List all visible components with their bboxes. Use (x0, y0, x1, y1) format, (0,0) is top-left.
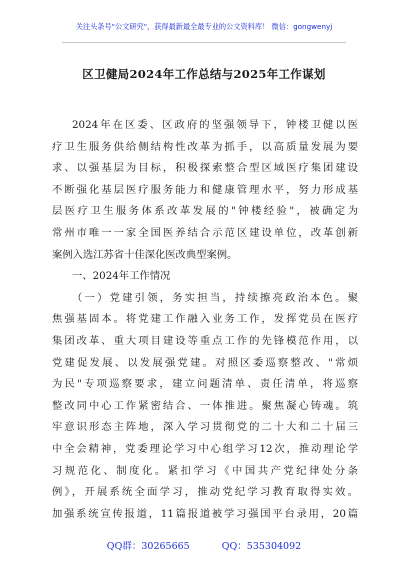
paragraph-line: 牢意识形态主阵地，深入学习贯彻党的二十大和二十届三 (52, 421, 358, 434)
paragraph-line: 集团改革、重大项目建设等重点工作的先锋模范作用，以 (52, 334, 358, 347)
paragraph-line: 党建促发展、以发展强党建。对照区委巡察整改、"常烦 (52, 356, 358, 369)
document-body (52, 115, 358, 525)
paragraph-line: （一）党建引领，务实担当，持续擦亮政治本色。聚 (72, 291, 358, 304)
paragraph-line: 加强系统宣传报道，11篇报道被学习强国平台录用，20篇 (52, 507, 358, 520)
paragraph-line: 中全会精神，党委理论学习中心组学习12次，推动理论学 (52, 442, 358, 455)
document-title: 区卫健局2024年工作总结与2025年工作谋划 (82, 67, 326, 81)
header-banner: 关注头条号"公文研究"，获得最新最全最专业的公文资料库！ 微信：gongwenyj (75, 22, 333, 31)
paragraph-line: 习规范化、制度化。紧扣学习《中国共产党纪律处分条 (52, 464, 358, 477)
paragraph-line: 不断强化基层医疗服务能力和健康管理水平，努力形成基 (52, 183, 358, 196)
paragraph-line: 疗卫生服务供给侧结构性改革为抓手，以高质量发展为要 (52, 140, 358, 153)
paragraph-line: 案例入选江苏省十佳深化医改典型案例。 (52, 248, 238, 261)
paragraph-line: 常州市唯一一家全国医养结合示范区建设单位，改革创新 (52, 226, 358, 239)
paragraph-line: 求、以强基层为目标，积极探索整合型区域医疗集团建设 (52, 162, 358, 175)
paragraph-line: 层医疗卫生服务体系改革发展的"钟楼经验"，被确定为 (52, 205, 358, 218)
section-heading: 一、2024年工作情况 (72, 270, 171, 283)
footer-contact (0, 538, 408, 552)
paragraph-line: 2024年在区委、区政府的坚强领导下，钟楼卫健以医 (72, 119, 358, 131)
footer-qq-group: QQ群：30265665 (106, 541, 190, 552)
footer-qq-number: QQ：535304092 (221, 541, 302, 552)
paragraph-line: 为民"专项巡察要求，建立问题清单、责任清单，将巡察 (52, 378, 358, 391)
paragraph-line: 焦强基固本。将党建工作融入业务工作，发挥党员在医疗 (52, 313, 358, 326)
paragraph-line: 例》，开展系统全面学习，推动党纪学习教育取得实效。 (52, 486, 358, 499)
paragraph-line: 整改同中心工作紧密结合、一体推进。聚焦凝心铸魂。筑 (52, 399, 358, 412)
header-divider (62, 42, 346, 43)
